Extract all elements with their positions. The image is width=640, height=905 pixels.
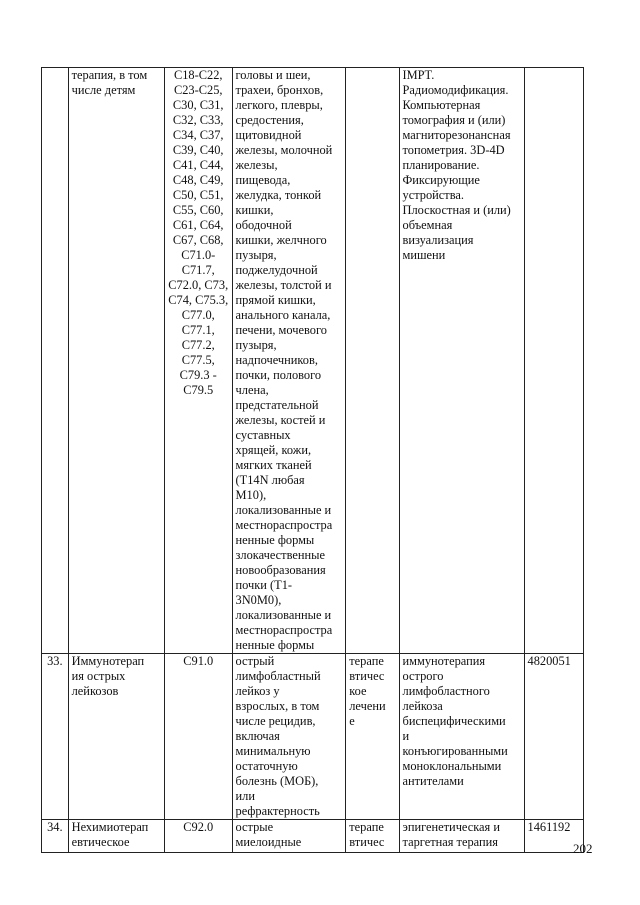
table-row — [42, 68, 584, 654]
patient-model-text: острые миелоидные — [235, 820, 302, 849]
services-table — [41, 67, 584, 853]
patient-model-text: головы и шеи, трахеи, бронхов, легкого, плевры, средостения, щитовидной железы, молочной железы, пищевода, желудка, тонкой кишки, ободочной кишки, желчного пузыря, поджелудочной железы, толстой и прямой кишки, анального канала, печени, мочевого пузыря, надпочечников, почки, полового члена, предстательной железы, костей и суставных хрящей, кожи, мягких тканей (T14N любая M10), локализованные и местнораспростра ненные формы злокачественные новообразования почки (T1- 3N0M0), локализованные и местнораспростра ненные формы — [235, 68, 333, 652]
icd-code: C34, C37, — [172, 128, 224, 142]
icd-code: C71.7, — [181, 263, 215, 277]
service-name-cell — [68, 820, 164, 853]
treatment-method-text: иммунотерапия острого лимфобластного лейкоза биспецифическими и конъюгированными моноклональными антителами — [402, 654, 508, 788]
icd-code: C23-C25, — [173, 83, 223, 97]
icd-code: C50, C51, — [172, 188, 224, 202]
icd-codes-cell — [164, 820, 232, 853]
service-name-text: Нехимиотерап евтическое — [71, 820, 149, 849]
treatment-method-cell — [399, 820, 524, 853]
icd-code: C55, C60, — [172, 203, 224, 217]
icd-codes-cell — [164, 654, 232, 820]
icd-code: C92.0 — [183, 820, 214, 834]
service-name-cell — [68, 654, 164, 820]
icd-code: C18-C22, — [173, 68, 223, 82]
icd-code: C72.0, C73, — [168, 278, 229, 292]
cost-cell — [524, 654, 584, 820]
row-number-text: 33. — [47, 654, 63, 668]
patient-model-cell — [232, 68, 346, 654]
icd-code: C61, C64, — [172, 218, 224, 232]
table-row — [42, 654, 584, 820]
treatment-type-cell — [346, 654, 399, 820]
icd-code: C32, C33, — [172, 113, 224, 127]
icd-code: C79.3 - — [179, 368, 217, 382]
row-number-text: 34. — [47, 820, 63, 834]
icd-code: C79.5 — [183, 383, 214, 397]
row-number-cell — [42, 654, 69, 820]
treatment-method-text: эпигенетическая и таргетная терапия — [402, 820, 500, 849]
cost-text: 4820051 — [527, 654, 571, 668]
cost-text: 1461192 — [527, 820, 571, 834]
patient-model-text: острый лимфобластный лейкоз у взрослых, в том числе рецидив, включая минимальную остаточную болезнь (МОБ), или рефрактерность — [235, 654, 321, 818]
icd-code: C77.5, — [181, 353, 215, 367]
treatment-type-cell — [346, 820, 399, 853]
cost-cell — [524, 68, 584, 654]
service-name-cell — [68, 68, 164, 654]
treatment-method-text: IMPT. Радиомодификация. Компьютерная томография и (или) магниторезонансная топометрия. 3D-4D планирование. Фиксирующие устройства. Плоскостная и (или) объемная визуализация мишени — [402, 68, 511, 262]
icd-code: C77.2, — [181, 338, 215, 352]
treatment-method-cell — [399, 654, 524, 820]
treatment-method-cell — [399, 68, 524, 654]
icd-code: C71.0- — [181, 248, 216, 262]
page-number: 202 — [573, 841, 593, 856]
patient-model-cell — [232, 654, 346, 820]
icd-code: C41, C44, — [172, 158, 224, 172]
table-row — [42, 820, 584, 853]
icd-code: C74, C75.3, — [168, 293, 229, 307]
treatment-type-text: терапе втичес кое лечени е — [349, 654, 386, 728]
icd-code: C39, C40, — [172, 143, 224, 157]
service-name-text: Иммунотерап ия острых лейкозов — [71, 654, 145, 698]
icd-code: C67, C68, — [172, 233, 224, 247]
treatment-type-cell — [346, 68, 399, 654]
icd-code: C77.0, — [181, 308, 215, 322]
row-number-cell — [42, 68, 69, 654]
icd-codes-cell — [164, 68, 232, 654]
row-number-cell — [42, 820, 69, 853]
icd-code: C91.0 — [183, 654, 214, 668]
icd-code: C48, C49, — [172, 173, 224, 187]
service-name-text: терапия, в том числе детям — [71, 68, 148, 97]
patient-model-cell — [232, 820, 346, 853]
treatment-type-text: терапе втичес — [349, 820, 385, 849]
icd-code: C30, C31, — [172, 98, 224, 112]
icd-code: C77.1, — [181, 323, 215, 337]
